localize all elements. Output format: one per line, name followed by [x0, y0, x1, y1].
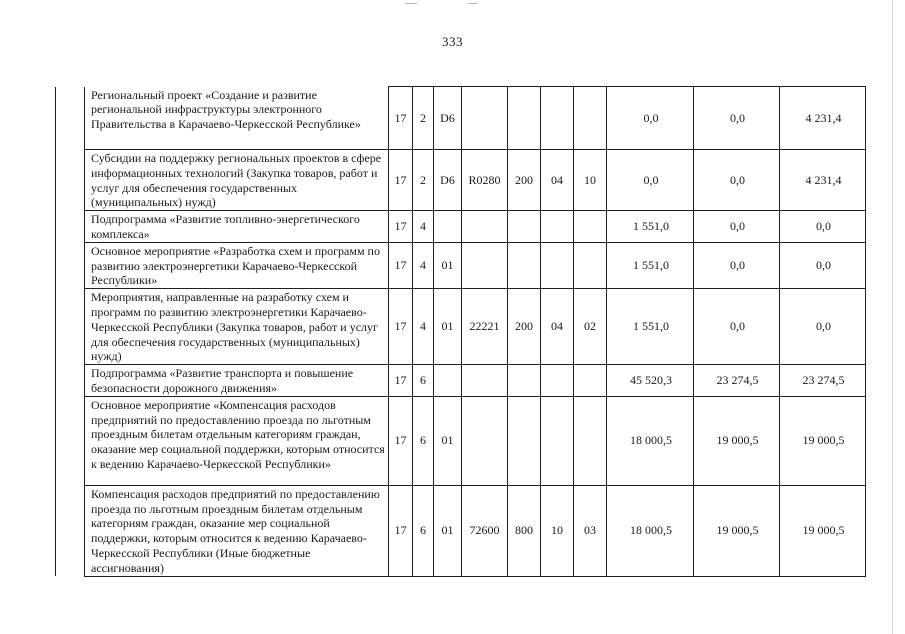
amount-year-3: 0,0: [780, 242, 866, 288]
budget-table: [55, 86, 866, 577]
row-margin-cell: [56, 150, 85, 211]
row-description: Подпрограмма «Развитие транспорта и повышение безопасности дорожного движения»: [85, 365, 389, 397]
subsection-code: 10: [574, 150, 607, 211]
scan-edge: [892, 0, 893, 634]
subprogram-code: 6: [413, 485, 434, 576]
event-code: 01: [434, 396, 462, 485]
program-code: 17: [389, 87, 413, 150]
amount-year-1: 18 000,5: [607, 396, 694, 485]
amount-year-3: 23 274,5: [780, 365, 866, 397]
row-description: Субсидии на поддержку региональных проектов в сфере информационных технологий (Закупка товаров, работ и услуг для обеспечения государственных (муниципальных) нужд): [85, 150, 389, 211]
expense-type-code: [508, 396, 541, 485]
subsection-code: [574, 242, 607, 288]
subsection-code: [574, 365, 607, 397]
program-code: 17: [389, 289, 413, 365]
row-margin-cell: [56, 87, 85, 150]
table-row: [56, 87, 866, 150]
amount-year-1: 0,0: [607, 150, 694, 211]
row-margin-cell: [56, 396, 85, 485]
amount-year-1: 1 551,0: [607, 211, 694, 243]
amount-year-2: 0,0: [694, 211, 780, 243]
expense-type-code: 800: [508, 485, 541, 576]
amount-year-3: 4 231,4: [780, 87, 866, 150]
amount-year-2: 19 000,5: [694, 396, 780, 485]
section-code: 10: [541, 485, 574, 576]
subsection-code: 03: [574, 485, 607, 576]
row-description: Подпрограмма «Развитие топливно-энергетического комплекса»: [85, 211, 389, 243]
subsection-code: [574, 87, 607, 150]
amount-year-1: 0,0: [607, 87, 694, 150]
amount-year-3: 19 000,5: [780, 396, 866, 485]
amount-year-2: 0,0: [694, 242, 780, 288]
row-description: Мероприятия, направленные на разработку схем и программ по развитию электроэнергетики Карачаево-Черкесской Республики (Закупка товаров, работ и услуг для обеспечения государственных (муниципальных) нужд): [85, 289, 389, 365]
program-code: 17: [389, 365, 413, 397]
program-code: 17: [389, 242, 413, 288]
expense-type-code: [508, 365, 541, 397]
table-row: [56, 289, 866, 365]
subprogram-code: 2: [413, 150, 434, 211]
scan-artifact: [405, 3, 417, 4]
section-code: [541, 396, 574, 485]
subprogram-code: 4: [413, 211, 434, 243]
event-code: 01: [434, 242, 462, 288]
program-code: 17: [389, 485, 413, 576]
program-code: 17: [389, 211, 413, 243]
expense-type-code: [508, 87, 541, 150]
direction-code: [462, 87, 508, 150]
amount-year-3: 0,0: [780, 289, 866, 365]
amount-year-3: 0,0: [780, 211, 866, 243]
table-row: [56, 242, 866, 288]
row-margin-cell: [56, 211, 85, 243]
page-number: 333: [442, 34, 463, 49]
row-description: Компенсация расходов предприятий по предоставлению проезда по льготным проездным билетам отдельным категориям граждан, оказание мер социальной поддержки, которым относится к ведению Карачаево-Черкесской Республики (Иные бюджетные ассигнования): [85, 485, 389, 576]
direction-code: 22221: [462, 289, 508, 365]
amount-year-1: 45 520,3: [607, 365, 694, 397]
direction-code: [462, 365, 508, 397]
row-margin-cell: [56, 289, 85, 365]
subprogram-code: 6: [413, 396, 434, 485]
program-code: 17: [389, 150, 413, 211]
amount-year-1: 1 551,0: [607, 242, 694, 288]
scan-artifact: [468, 3, 478, 4]
row-description: Основное мероприятие «Компенсация расходов предприятий по предоставлению проезда по льготным проездным билетам отдельным категориям граждан, оказание мер социальной поддержки, которым относится к ведению Карачаево-Черкесской Республики»: [85, 396, 389, 485]
table-row: [56, 365, 866, 397]
subprogram-code: 4: [413, 289, 434, 365]
amount-year-3: 19 000,5: [780, 485, 866, 576]
amount-year-1: 1 551,0: [607, 289, 694, 365]
table-row: [56, 211, 866, 243]
subsection-code: [574, 396, 607, 485]
section-code: [541, 365, 574, 397]
row-margin-cell: [56, 485, 85, 576]
section-code: 04: [541, 150, 574, 211]
direction-code: [462, 242, 508, 288]
expense-type-code: 200: [508, 150, 541, 211]
event-code: D6: [434, 150, 462, 211]
direction-code: [462, 396, 508, 485]
table-row: [56, 150, 866, 211]
direction-code: R0280: [462, 150, 508, 211]
section-code: [541, 242, 574, 288]
row-description: Региональный проект «Создание и развитие региональной инфраструктуры электронного Правительства в Карачаево-Черкесской Республике»: [85, 87, 389, 150]
event-code: [434, 211, 462, 243]
amount-year-2: 0,0: [694, 87, 780, 150]
expense-type-code: [508, 242, 541, 288]
amount-year-2: 23 274,5: [694, 365, 780, 397]
subprogram-code: 6: [413, 365, 434, 397]
subsection-code: 02: [574, 289, 607, 365]
program-code: 17: [389, 396, 413, 485]
subsection-code: [574, 211, 607, 243]
event-code: 01: [434, 289, 462, 365]
direction-code: [462, 211, 508, 243]
section-code: [541, 87, 574, 150]
section-code: [541, 211, 574, 243]
table-row: [56, 485, 866, 576]
event-code: [434, 365, 462, 397]
expense-type-code: [508, 211, 541, 243]
event-code: 01: [434, 485, 462, 576]
amount-year-2: 0,0: [694, 150, 780, 211]
event-code: D6: [434, 87, 462, 150]
table-body: [56, 87, 866, 577]
subprogram-code: 4: [413, 242, 434, 288]
amount-year-3: 4 231,4: [780, 150, 866, 211]
section-code: 04: [541, 289, 574, 365]
direction-code: 72600: [462, 485, 508, 576]
row-margin-cell: [56, 365, 85, 397]
amount-year-2: 0,0: [694, 289, 780, 365]
subprogram-code: 2: [413, 87, 434, 150]
row-margin-cell: [56, 242, 85, 288]
expense-type-code: 200: [508, 289, 541, 365]
amount-year-2: 19 000,5: [694, 485, 780, 576]
amount-year-1: 18 000,5: [607, 485, 694, 576]
row-description: Основное мероприятие «Разработка схем и программ по развитию электроэнергетики Карачаево-Черкесской Республики»: [85, 242, 389, 288]
table-row: [56, 396, 866, 485]
